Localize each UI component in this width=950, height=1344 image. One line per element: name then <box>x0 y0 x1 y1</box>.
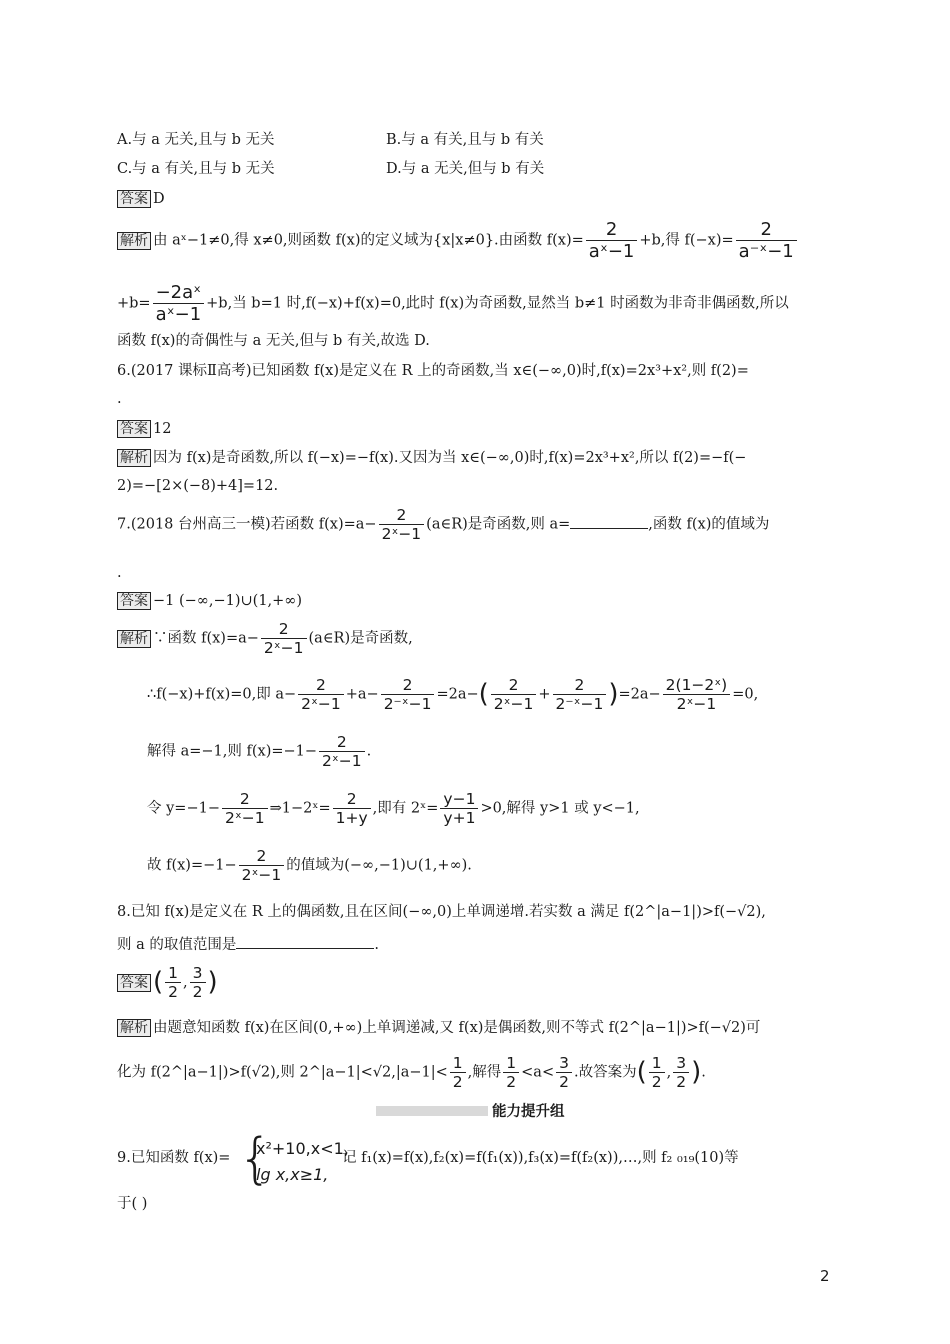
fraction: $\frac{1}{2}$ <box>649 1054 665 1091</box>
analysis-label: 解析 <box>117 449 151 467</box>
choice-a: A.与 a 无关,且与 b 无关 <box>117 132 275 148</box>
fraction: $\frac{y-1}{y+1}$ <box>440 790 478 827</box>
fraction: $\frac{1}{2}$ <box>165 964 181 1001</box>
fraction: $\frac{2}{\text{2ˣ−1}}$ <box>261 620 307 657</box>
q7-stem-end: . <box>117 565 122 581</box>
q9-case-2: lg x,x≥1, <box>256 1165 329 1184</box>
q6-answer-line <box>117 420 171 438</box>
fraction: $\frac{2}{\text{2⁻ˣ−1}}$ <box>553 676 607 713</box>
q8-answer-line: 答案 ( $\frac{1}{2}$ , $\frac{3}{2}$ ) <box>117 964 218 1001</box>
fraction: $\frac{2}{\text{2ˣ−1}}$ <box>491 676 537 713</box>
fraction: $\frac{2}{\text{2ˣ−1}}$ <box>319 733 365 770</box>
q6-stem-end: . <box>117 391 122 407</box>
fraction: $\frac{\text{−2aˣ}}{\text{aˣ−1}}$ <box>153 282 205 325</box>
answer-label: 答案 <box>117 420 151 438</box>
fraction: $\frac{2}{\text{2ˣ−1}}$ <box>379 506 425 543</box>
q7-solution-line-5: 故 f(x)=−1− $\frac{2}{\text{2ˣ−1}}$ 的值域为(−∞,−1)∪(1,+∞). <box>147 847 472 884</box>
choice-d: D.与 a 无关,但与 b 有关 <box>386 161 545 177</box>
right-paren: ) <box>608 678 619 709</box>
q8-solution-line-1: 解析 由题意知函数 f(x)在区间(0,+∞)上单调递减,又 f(x)是偶函数,则不等式 f(2^|a−1|)>f(−√2)可 <box>117 1019 760 1037</box>
q7-answer-line <box>117 592 302 610</box>
answer-label: 答案 <box>117 974 151 992</box>
fraction: $\frac{2}{\text{2ˣ−1}}$ <box>222 790 268 827</box>
analysis-label: 解析 <box>117 1019 151 1037</box>
choice-c: C.与 a 有关,且与 b 无关 <box>117 161 275 177</box>
left-paren: ( <box>153 966 164 997</box>
q6-stem: 6.(2017 课标Ⅱ高考)已知函数 f(x)是定义在 R 上的奇函数,当 x∈(−∞,0)时,f(x)=2x³+x²,则 f(2)= <box>117 363 749 379</box>
fraction: $\frac{2}{\text{2⁻ˣ−1}}$ <box>381 676 435 713</box>
page-number: 2 <box>820 1267 830 1285</box>
q7-stem: 7.(2018 台州高三一模)若函数 f(x)=a− $\frac{2}{\text{2ˣ−1}}$ (a∈R)是奇函数,则 a= ,函数 f(x)的值域为 <box>117 506 770 543</box>
q8-stem-line-2: 则 a 的取值范围是 . <box>117 937 379 953</box>
q6-solution-line-2: 2)=−[2×(−8)+4]=12. <box>117 478 279 494</box>
analysis-label: 解析 <box>117 232 151 250</box>
answer-label: 答案 <box>117 190 151 208</box>
q5-answer-line <box>117 190 165 208</box>
fraction: $\frac{3}{2}$ <box>190 964 206 1001</box>
answer-blank <box>570 528 648 529</box>
q8-stem-line-1: 8.已知 f(x)是定义在 R 上的偶函数,且在区间(−∞,0)上单调递增.若实数 a 满足 f(2^|a−1|)>f(−√2), <box>117 904 766 920</box>
fraction: $\frac{2}{\text{2ˣ−1}}$ <box>239 847 285 884</box>
q9-case-1: x²+10,x<1, <box>256 1139 349 1158</box>
q7-answer: −1 (−∞,−1)∪(1,+∞) <box>153 593 303 609</box>
right-paren: ) <box>207 966 218 997</box>
answer-label: 答案 <box>117 592 151 610</box>
fraction: $\frac{2}{\text{aˣ−1}}$ <box>586 219 638 262</box>
q9-stem-end: 于( ) <box>117 1196 148 1212</box>
fraction: $\frac{\text{2(1−2ˣ)}}{\text{2ˣ−1}}$ <box>663 676 731 713</box>
choice-b: B.与 a 有关,且与 b 有关 <box>386 132 544 148</box>
q8-solution-line-2: 化为 f(2^|a−1|)>f(√2),则 2^|a−1|<√2,|a−1|< $\frac{1}{2}$ ,解得 $\frac{1}{2}$ <a< $\frac{3}{2}$ .故答案为( $\frac{1}{2}$ , $\frac{3}{2}$ ). <box>117 1054 706 1091</box>
q6-solution-line-1: 解析 因为 f(x)是奇函数,所以 f(−x)=−f(x).又因为当 x∈(−∞,0)时,f(x)=2x³+x²,所以 f(2)=−f(− <box>117 449 746 467</box>
q9-stem-pre: 9.已知函数 f(x)= <box>117 1150 231 1166</box>
q5-solution-line-2: +b= $\frac{\text{−2aˣ}}{\text{aˣ−1}}$ +b,当 b=1 时,f(−x)+f(x)=0,此时 f(x)为奇函数,显然当 b≠1 时函数为非奇非偶函数,所以 <box>117 282 789 325</box>
right-paren: ) <box>691 1056 702 1087</box>
fraction: $\frac{2}{\text{a⁻ˣ−1}}$ <box>736 219 797 262</box>
left-paren: ( <box>636 1056 647 1087</box>
q7-solution-line-1: 解析 ∵函数 f(x)=a− $\frac{2}{\text{2ˣ−1}}$ (a∈R)是奇函数, <box>117 620 413 657</box>
q7-solution-line-3: 解得 a=−1,则 f(x)=−1− $\frac{2}{\text{2ˣ−1}}$ . <box>147 733 372 770</box>
left-brace: { <box>238 1127 273 1190</box>
fraction: $\frac{1}{2}$ <box>450 1054 466 1091</box>
section-bar <box>376 1106 488 1116</box>
q5-answer: D <box>153 191 165 207</box>
left-paren: ( <box>478 678 489 709</box>
fraction: $\frac{3}{2}$ <box>673 1054 689 1091</box>
section-title: 能力提升组 <box>492 1104 565 1120</box>
q9-stem-post: 记 f₁(x)=f(x),f₂(x)=f(f₁(x)),f₃(x)=f(f₂(x)),…,则 f₂ ₀₁₉(10)等 <box>342 1150 739 1166</box>
fraction: $\frac{2}{\text{2ˣ−1}}$ <box>298 676 344 713</box>
fraction: $\frac{1}{2}$ <box>503 1054 519 1091</box>
q5-solution-line-1: 解析 由 aˣ−1≠0,得 x≠0,则函数 f(x)的定义域为{x|x≠0}.由函数 f(x)= $\frac{2}{\text{aˣ−1}}$ +b,得 f(−x)= $\frac{2}{\text{a⁻ˣ−1}}$ <box>117 219 799 262</box>
q5-solution-line-3: 函数 f(x)的奇偶性与 a 无关,但与 b 有关,故选 D. <box>117 333 430 349</box>
q6-answer: 12 <box>153 421 172 437</box>
q7-solution-line-4: 令 y=−1− $\frac{2}{\text{2ˣ−1}}$ ⇒1−2ˣ= $\frac{2}{1+y}$ ,即有 2ˣ= $\frac{y-1}{y+1}$ >0,解得 y>1 或 y<−1, <box>147 790 640 827</box>
analysis-label: 解析 <box>117 630 151 648</box>
fraction: $\frac{2}{1+y}$ <box>333 790 371 827</box>
answer-blank <box>236 948 374 949</box>
fraction: $\frac{3}{2}$ <box>556 1054 572 1091</box>
q7-solution-line-2: ∴f(−x)+f(x)=0,即 a− $\frac{2}{\text{2ˣ−1}}$ +a− $\frac{2}{\text{2⁻ˣ−1}}$ =2a−( $\frac{2}{\text{2ˣ−1}}$ + $\frac{2}{\text{2⁻ˣ−1}}$ )=2a− $\frac{\text{2(1−2ˣ)}}{\text{2ˣ−1}}$ =0, <box>147 676 759 713</box>
